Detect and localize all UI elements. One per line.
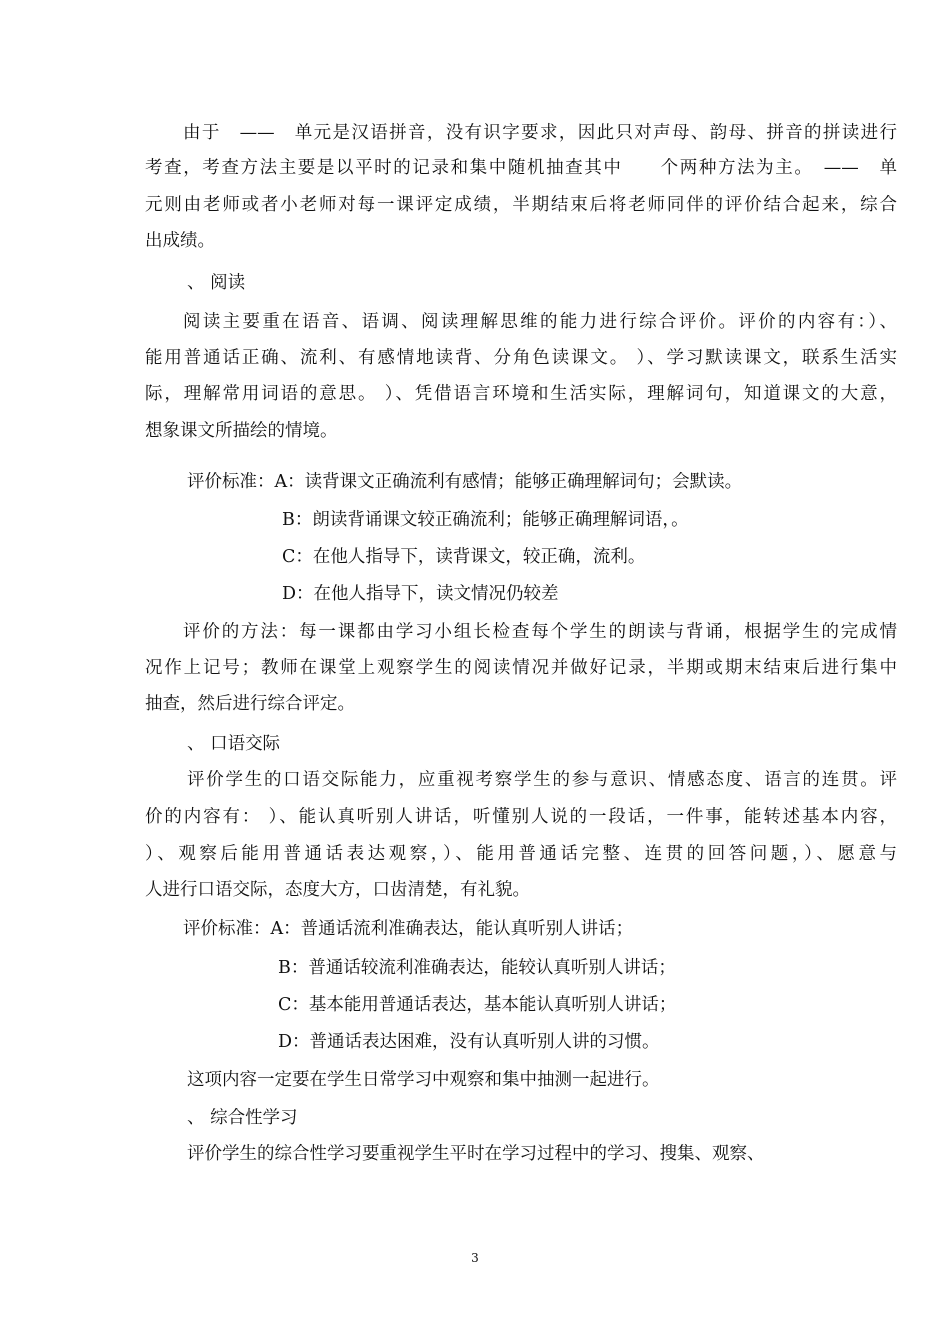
intro-line-2: 考查，考查方法主要是以平时的记录和集中随机抽查其中 个两种方法为主。 —— 单 <box>145 158 897 178</box>
oral-line-1: 评价学生的口语交际能力，应重视考察学生的参与意识、情感态度、语言的连贯。评 <box>187 770 897 790</box>
oral-standard-d: D：普通话表达困难，没有认真听别人讲的习惯。 <box>278 1032 660 1052</box>
reading-method-line-2: 况作上记号；教师在课堂上观察学生的阅读情况并做好记录，半期或期末结束后进行集中 <box>145 658 897 678</box>
oral-standard-c: C：基本能用普通话表达，基本能认真听别人讲话； <box>278 995 677 1015</box>
section-heading-comprehensive: 、 综合性学习 <box>187 1108 298 1128</box>
section-heading-oral: 、 口语交际 <box>187 734 281 754</box>
oral-line-2: 价的内容有： ）、能认真听别人讲话，听懂别人说的一段话，一件事，能转述基本内容， <box>145 807 897 827</box>
oral-standard-a: 评价标准：A：普通话流利准确表达，能认真听别人讲话； <box>183 919 634 939</box>
reading-line-3: 际，理解常用词语的意思。 ）、凭借语言环境和生活实际，理解词句，知道课文的大意， <box>145 384 897 404</box>
reading-standard-d: D：在他人指导下，读文情况仍较差 <box>282 584 559 604</box>
oral-line-4: 人进行口语交际，态度大方，口齿清楚，有礼貌。 <box>145 880 530 900</box>
reading-line-2: 能用普通话正确、流利、有感情地读背、分角色读课文。 ）、学习默读课文，联系生活实 <box>145 348 897 368</box>
reading-method-line-3: 抽查，然后进行综合评定。 <box>145 694 355 714</box>
reading-standard-c: C：在他人指导下，读背课文，较正确，流利。 <box>282 547 646 567</box>
intro-line-3: 元则由老师或者小老师对每一课评定成绩，半期结束后将老师同伴的评价结合起来，综合 <box>145 195 897 215</box>
oral-note: 这项内容一定要在学生日常学习中观察和集中抽测一起进行。 <box>187 1070 660 1090</box>
reading-standard-a: 评价标准：A：读背课文正确流利有感情；能够正确理解词句；会默读。 <box>187 472 743 492</box>
intro-line-4: 出成绩。 <box>145 231 215 251</box>
reading-method-line-1: 评价的方法：每一课都由学习小组长检查每个学生的朗读与背诵，根据学生的完成情 <box>183 622 897 642</box>
reading-line-4: 想象课文所描绘的情境。 <box>145 421 338 441</box>
reading-standard-b: B：朗读背诵课文较正确流利；能够正确理解词语，。 <box>282 510 689 530</box>
comprehensive-line-1: 评价学生的综合性学习要重视学生平时在学习过程中的学习、搜集、观察、 <box>187 1144 765 1164</box>
intro-line-1: 由于 —— 单元是汉语拼音，没有识字要求，因此只对声母、韵母、拼音的拼读进行 <box>183 123 897 143</box>
reading-line-1: 阅读主要重在语音、语调、阅读理解思维的能力进行综合评价。评价的内容有：）、 <box>183 312 897 332</box>
oral-line-3: ）、观察后能用普通话表达观察，）、能用普通话完整、连贯的回答问题，）、愿意与 <box>145 844 897 864</box>
page-number: 3 <box>471 1251 479 1265</box>
oral-standard-b: B：普通话较流利准确表达，能较认真听别人讲话； <box>278 958 676 978</box>
section-heading-reading: 、 阅读 <box>187 273 246 293</box>
